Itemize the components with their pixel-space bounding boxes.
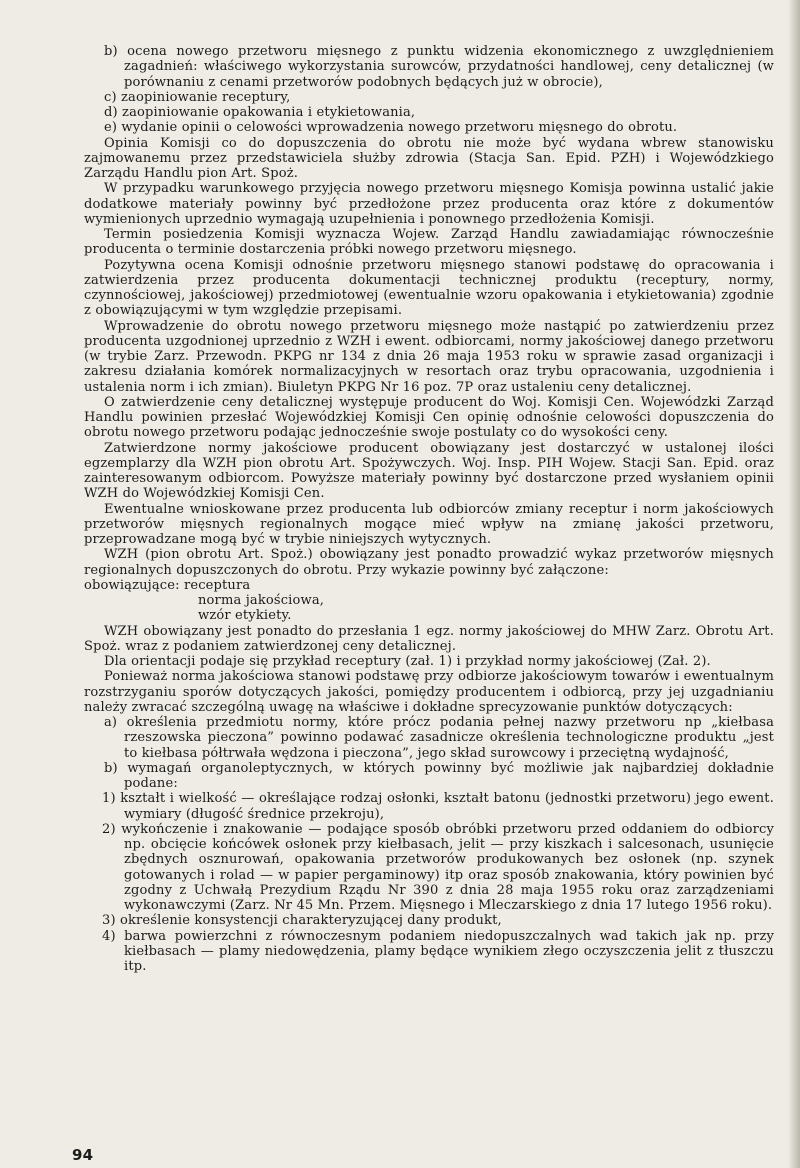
paragraph: W przypadku warunkowego przyjęcia nowego przetworu mięsnego Komisja powinna ustalić jakie dodatkowe materiały powinny być przedłożone przez producenta oraz które z dokumentów wymienionych uprzednio wymagają uzupełnienia i ponownego przedłożenia Komisji.	[84, 181, 774, 227]
list-item: e) wydanie opinii o celowości wprowadzenia nowego przetworu mięsnego do obrotu.	[104, 120, 678, 136]
paragraph: obowiązujące: receptura	[84, 577, 251, 593]
list-item: b) ocena nowego przetworu mięsnego z punktu widzenia ekonomicznego z uwzględnieniem zagadnień: właściwego wykorzystania surowców, przydatności handlowej, ceny detalicznej (w porównaniu z cenami przetworów podobnych będących już w obrocie),	[104, 44, 774, 90]
paragraph: Ewentualne wnioskowane przez producenta lub odbiorców zmiany receptur i norm jakościowych przetworów mięsnych regionalnych mogące mieć wpływ na zmianę jakości przetworu, przeprowadzane mogą być w trybie niniejszych wytycznych.	[84, 501, 774, 547]
page-body	[84, 44, 774, 974]
paragraph: O zatwierdzenie ceny detalicznej występuje producent do Woj. Komisji Cen. Wojewódzki Zarząd Handlu powinien przesłać Wojewódzkiej Komisji Cen opinię odnośnie celowości dopuszczenia do obrotu nowego przetworu podając jednocześnie swoje postulaty co do wysokości ceny.	[84, 394, 774, 441]
list-item: 4) barwa powierzchni z równoczesnym podaniem niedopuszczalnych wad takich jak np. przy kiełbasach — plamy niedowędzenia, plamy będące wynikiem złego oczyszczenia jelit z tłuszczu itp.	[102, 928, 774, 974]
paragraph: wzór etykiety.	[198, 608, 292, 624]
paragraph: WZH obowiązany jest ponadto do przesłania 1 egz. normy jakościowej do MHW Zarz. Obrotu Art. Spoż. wraz z podaniem zatwierdzonej ceny detalicznej.	[84, 623, 774, 654]
paragraph: Ponieważ norma jakościowa stanowi podstawę przy odbiorze jakościowym towarów i ewentualnym rozstrzyganiu sporów dotyczących jakości, pomiędzy producentem i odbiorcą, przy jej uzgadnianiu należy zwracać szczególną uwagę na właściwe i dokładne sprecyzowanie punktów dotyczących:	[84, 669, 774, 715]
paragraph: Termin posiedzenia Komisji wyznacza Wojew. Zarząd Handlu zawiadamiając równocześnie producenta o terminie dostarczenia próbki nowego przetworu mięsnego.	[84, 227, 774, 258]
list-item: d) zaopiniowanie opakowania i etykietowania,	[104, 105, 416, 120]
paragraph: norma jakościowa,	[198, 593, 325, 608]
list-item: 1) kształt i wielkość — określające rodzaj osłonki, kształt batonu (jednostki przetworu) jego ewent. wymiary (długość średnice przekroju),	[102, 791, 774, 822]
list-item: a) określenia przedmiotu normy, które prócz podania pełnej nazwy przetworu np „kiełbasa rzeszowska pieczona” powinno podawać zasadnicze określenia technologiczne produktu „jest to kiełbasa półtrwała wędzona i pieczona”, jego skład surowcowy i przeciętną wydajność,	[104, 715, 774, 761]
paragraph: Zatwierdzone normy jakościowe producent obowiązany jest dostarczyć w ustalonej ilości egzemplarzy dla WZH pion obrotu Art. Spożywczych. Woj. Insp. PIH Wojew. Stacji San. Epid. oraz zainteresowanym odbiorcom. Powyższe materiały powinny być dostarczone przed wysłaniem opinii WZH do Wojewódzkiej Komisji Cen.	[84, 440, 774, 502]
paragraph: Wprowadzenie do obrotu nowego przetworu mięsnego może nastąpić po zatwierdzeniu przez producenta uzgodnionej uprzednio z WZH i ewent. odbiorcami, normy jakościowej danego przetworu (w trybie Zarz. Przewodn. PKPG nr 134 z dnia 26 maja 1953 roku w sprawie zasad organizacji i zakresu działania komórek normalizacyjnych w resortach oraz trybu opracowania, uzgodnienia i ustalenia norm i ich zmian). Biuletyn PKPG Nr 16 poz. 7P oraz ustaleniu ceny detalicznej.	[84, 318, 774, 395]
list-item: b) wymagań organoleptycznych, w których powinny być możliwie jak najbardziej dokładnie podane:	[104, 760, 774, 791]
paragraph: Pozytywna ocena Komisji odnośnie przetworu mięsnego stanowi podstawę do opracowania i zatwierdzenia przez producenta dokumentacji technicznej produktu (receptury, normy, czynnościowej, jakościowej) przedmiotowej (ewentualnie wzoru opakowania i etykietowania) zgodnie z obowiązującymi w tym względzie przepisami.	[84, 257, 774, 319]
list-item: 2) wykończenie i znakowanie — podające sposób obróbki przetworu przed oddaniem do odbiorcy np. obcięcie końcówek osłonek przy kiełbasach, jelit — przy kiszkach i salcesonach, usunięcie zbędnych osznurowań, opakowania przetworów produkowanych bez osłonek (np. szynek gotowanych i rolad — w papier pergaminowy) itp oraz sposób znakowania, który powinien być zgodny z Uchwałą Prezydium Rządu Nr 390 z dnia 28 maja 1955 roku oraz zarządzeniami wykonawczymi (Zarz. Nr 45 Mn. Przem. Mięsnego i Mleczarskiego z dnia 17 lutego 1956 roku).	[102, 821, 774, 913]
paragraph: Dla orientacji podaje się przykład receptury (zał. 1) i przykład normy jakościowej (Zał. 2).	[104, 654, 711, 669]
list-item: 3) określenie konsystencji charakteryzującej dany produkt,	[102, 913, 502, 929]
paragraph: Opinia Komisji co do dopuszczenia do obrotu nie może być wydana wbrew stanowisku zajmowanemu przez przedstawiciela służby zdrowia (Stacja San. Epid. PZH) i Wojewódzkiego Zarządu Handlu pion Art. Spoż.	[84, 135, 774, 181]
page-number: 94	[72, 1146, 94, 1164]
page-edge-shadow	[788, 0, 800, 1168]
list-item: c) zaopiniowanie receptury,	[104, 89, 291, 105]
paragraph: WZH (pion obrotu Art. Spoż.) obowiązany jest ponadto prowadzić wykaz przetworów mięsnych regionalnych dopuszczonych do obrotu. Przy wykazie powinny być załączone:	[84, 547, 774, 578]
